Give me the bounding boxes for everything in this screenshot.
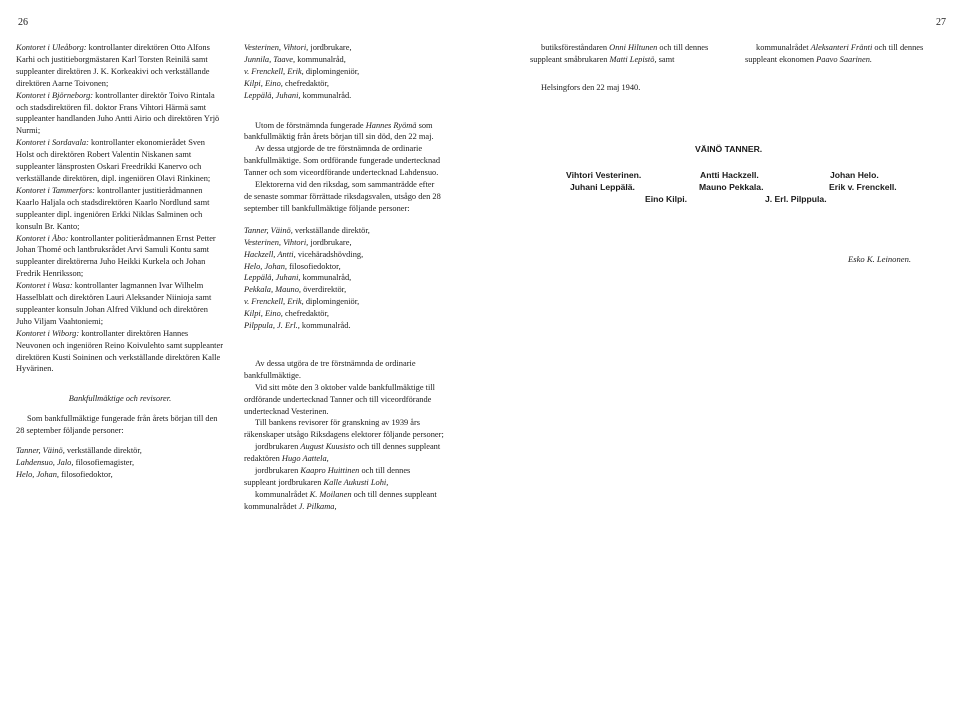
paragraph xyxy=(16,90,224,138)
paragraph xyxy=(244,465,444,489)
text-run: chefredaktör, xyxy=(282,78,330,88)
signature-frenckell: Erik v. Frenckell. xyxy=(829,182,897,192)
text-run: diplomingeniör, xyxy=(303,297,360,307)
name-line xyxy=(244,284,444,296)
name-list xyxy=(16,445,224,481)
name-line xyxy=(244,320,444,332)
italic-text: Pilppula, J. Erl., xyxy=(244,321,300,331)
italic-text: Tanner, Väinö, xyxy=(244,225,293,235)
italic-text: Helo, Johan, xyxy=(244,261,288,271)
name-line xyxy=(244,78,444,90)
italic-text: Kalle Aukusti Lohi, xyxy=(323,478,389,487)
page-number-right: 27 xyxy=(936,17,946,28)
italic-text: Kontoret i Wasa: xyxy=(16,281,73,291)
name-list xyxy=(244,225,444,332)
italic-text: Hannes Ryömä xyxy=(365,120,417,130)
paragraph xyxy=(16,280,224,328)
name-line xyxy=(244,90,444,102)
text-run: kontrollanter politierådmannen Ernst Petter Johan Thomé och lantbruksrådet Arvi Samuli Kontu samt suppleanter direktörerna Juho Heikki Kurkela och Johan Fredrik Henriksson; xyxy=(16,233,216,279)
italic-text: Hugo Aattela, xyxy=(281,454,329,464)
italic-text: Pekkala, Mauno, xyxy=(244,285,301,295)
italic-text: Kontoret i Sordavala: xyxy=(16,138,89,148)
text-run: jordbrukaren xyxy=(255,442,301,452)
text-run: kontrollanter direktör Toivo Rintala och stadsdirektören fil. doktor Frans Vihtori Härmä samt suppleanter handlanden Juho Antti Airio och direktören Yrjö Nurmi; xyxy=(16,90,220,136)
signature-pilppula: J. Erl. Pilppula. xyxy=(765,194,827,204)
name-line xyxy=(244,261,444,273)
text-run: och till dennes suppleant ekonomen xyxy=(745,43,924,64)
italic-text: Vesterinen, Vihtori, xyxy=(244,43,309,52)
italic-text: Paavo Saarinen. xyxy=(816,54,872,64)
text-run: Till bankens revisorer för granskning av 1939 års räkenskaper utsågo Riksdagens elektorer följande personer; xyxy=(244,418,444,440)
text-run: kontrollanter lagmannen Ivar Wilhelm Hasselblatt och direktören Lauri Aleksander Niinioja samt suppleanter konsuln Johan Alfred Viklund och direktören Juho Viljam Vaahtoniemi; xyxy=(16,281,212,326)
paragraph xyxy=(530,42,735,66)
text-run: vicehäradshövding, xyxy=(295,249,364,259)
name-list xyxy=(244,42,444,102)
text-run: filosofiedoktor, xyxy=(59,469,113,479)
name-line xyxy=(244,296,444,308)
name-line xyxy=(244,54,444,66)
name-line xyxy=(244,249,444,261)
text-run: jordbrukaren xyxy=(255,466,301,476)
text-run: kontrollanter ekonomierådet Sven Holst och direktören Robert Valentin Niskanen samt suppleanter länsprosten Oskari Freedrikki Kanervo och verkställande direktören, dipl. ingeniören Olavi Rinkinen; xyxy=(16,138,211,183)
text-run: chefredaktör, xyxy=(282,309,330,319)
text-run: och till dennes suppleant jordbrukaren xyxy=(244,466,411,487)
name-line xyxy=(16,457,224,469)
italic-text: Onni Hiltunen xyxy=(609,43,658,52)
italic-text: Kontoret i Wiborg: xyxy=(16,328,80,338)
italic-text: Vesterinen, Vihtori, xyxy=(244,237,309,247)
italic-text: Lahdensuo, Jalo, xyxy=(16,458,74,467)
text-run: verkställande direktör, xyxy=(292,225,370,235)
signature-leppala: Juhani Leppälä. xyxy=(570,182,635,192)
signature-pekkala: Mauno Pekkala. xyxy=(699,182,764,192)
column-1 xyxy=(16,42,224,489)
italic-text: Junnila, Taave, xyxy=(244,54,296,64)
text-run: filosofiemagister, xyxy=(73,458,135,467)
text-run: kommunalråd. xyxy=(300,90,352,100)
name-line xyxy=(244,225,444,237)
paragraph xyxy=(244,382,444,418)
paragraph xyxy=(244,417,444,441)
text-run: och till dennes suppleant redaktören xyxy=(244,442,441,464)
paragraph xyxy=(244,441,444,465)
signature-hackzell: Antti Hackzell. xyxy=(700,170,759,180)
text-run: Utom de förstnämnda fungerade xyxy=(255,120,366,130)
column-4 xyxy=(745,42,945,66)
text-run: kommunalråd, xyxy=(295,54,346,64)
italic-text: Leppälä, Juhani, xyxy=(244,90,301,100)
italic-text: K. Moilanen xyxy=(309,489,352,499)
signature-tanner: VÄINÖ TANNER. xyxy=(695,144,763,154)
text-run: överdirektör, xyxy=(300,285,347,295)
paragraph xyxy=(16,137,224,185)
text-run: kommunalråd, xyxy=(300,273,352,283)
text-run: samt xyxy=(656,54,675,64)
date-line: Helsingfors den 22 maj 1940. xyxy=(541,82,641,92)
text-run: diplomingeniör, xyxy=(303,66,360,76)
text-run: kommunalrådet xyxy=(255,489,310,499)
signature-leinonen: Esko K. Leinonen. xyxy=(848,254,912,264)
text-run: Vid sitt möte den 3 oktober valde bankfullmäktige till ordförande undertecknad Tanner och till viceordförande undertecknad Vesterinen. xyxy=(244,382,435,416)
paragraph xyxy=(16,42,224,90)
text-run: filosofiedoktor, xyxy=(287,261,341,271)
paragraph xyxy=(745,42,945,66)
italic-text: Kilpi, Eino, xyxy=(244,78,283,88)
text-run: och till dennes suppleant kommunalrådet xyxy=(244,489,437,511)
text-run: kontrollanter direktören Hannes Neuvonen och ingeniören Reino Koivulehto samt suppleanter direktören Kusti Soininen och verkställande direktören Kalle Hyvärinen. xyxy=(16,328,223,374)
paragraph xyxy=(16,233,224,281)
section-heading: Bankfullmäktige och revisorer. xyxy=(68,394,172,404)
text-run: Av dessa utgjorde de tre förstnämnda de ordinarie bankfullmäktige. Som ordförande fungerade undertecknad Tanner och som viceordförande undertecknad Lahdensuo. xyxy=(244,144,441,178)
italic-text: Kontoret i Åbo: xyxy=(16,233,69,243)
paragraph xyxy=(244,489,444,513)
italic-text: Aleksanteri Fränti xyxy=(810,43,873,52)
italic-text: Helo, Johan, xyxy=(16,469,60,479)
name-line xyxy=(244,237,444,249)
paragraph xyxy=(244,120,444,144)
name-line xyxy=(244,272,444,284)
name-line xyxy=(16,469,224,481)
paragraph xyxy=(16,413,224,437)
text-run: Av dessa utgöra de tre förstnämnda de ordinarie bankfullmäktige. xyxy=(244,358,416,380)
signature-kilpi: Eino Kilpi. xyxy=(645,194,688,204)
paragraph xyxy=(244,179,444,215)
signature-vesterinen: Vihtori Vesterinen. xyxy=(566,170,642,180)
italic-text: Kontoret i Björneborg: xyxy=(16,90,94,100)
text-run: kommunalråd. xyxy=(299,321,351,331)
italic-text: Matti Lepistö, xyxy=(609,54,657,64)
text-run: kontrollanter direktören Otto Alfons Karhi och justitieborgmästaren Karl Torsten Reinilä samt suppleanter direktören J. K. Korkeakivi och verkställande direktören Aarne Toivonen; xyxy=(16,43,210,88)
text-run: kommunalrådet xyxy=(756,43,811,52)
paragraph xyxy=(244,358,444,382)
italic-text: Kilpi, Eino, xyxy=(244,309,283,319)
italic-text: Kontoret i Tammerfors: xyxy=(16,185,95,195)
italic-text: J. Pilkama, xyxy=(298,501,337,511)
text-run: som bankfullmäktig från årets början till sin död, den 22 maj. xyxy=(244,120,434,142)
text-run: jordbrukare, xyxy=(308,43,352,52)
text-run: Som bankfullmäktige fungerade från årets början till den 28 september följande personer: xyxy=(16,414,218,436)
italic-text: Leppälä, Juhani, xyxy=(244,273,301,283)
italic-text: Tanner, Väinö, xyxy=(16,446,65,456)
text-run: butiksföreståndaren xyxy=(541,43,610,52)
italic-text: Hackzell, Antti, xyxy=(244,249,296,259)
text-run: kontrollanter justitierådmannen Kaarlo Haljala och stadsdirektören Kaarlo Nordlund samt suppleanter dipl. ingeniören Erkki Niklas Salminen och konsuln Br. Kanto; xyxy=(16,185,210,231)
page-number-left: 26 xyxy=(18,17,28,28)
text-run: jordbrukare, xyxy=(308,237,352,247)
name-line xyxy=(244,308,444,320)
text-run: Elektorerna vid den riksdag, som sammanträdde efter de senaste sommar förrättade riksdagsvalen, utsågo den 28 september till bankfullmäktige följande personer: xyxy=(244,180,441,213)
paragraph xyxy=(16,185,224,233)
text-run: verkställande direktör, xyxy=(64,446,142,456)
italic-text: Kontoret i Uleåborg: xyxy=(16,43,87,52)
italic-text: August Kuusisto xyxy=(300,442,356,452)
signature-helo: Johan Helo. xyxy=(830,170,879,180)
text-run: och till dennes suppleant småbrukaren xyxy=(530,43,709,64)
name-line xyxy=(16,445,224,457)
paragraph xyxy=(16,328,224,376)
italic-text: Kaapro Huittinen xyxy=(300,466,360,476)
paragraph xyxy=(244,143,444,179)
italic-text: v. Frenckell, Erik, xyxy=(244,66,304,76)
column-3 xyxy=(530,42,735,94)
italic-text: v. Frenckell, Erik, xyxy=(244,297,304,307)
column-2 xyxy=(244,42,444,513)
name-line xyxy=(244,42,444,54)
name-line xyxy=(244,66,444,78)
